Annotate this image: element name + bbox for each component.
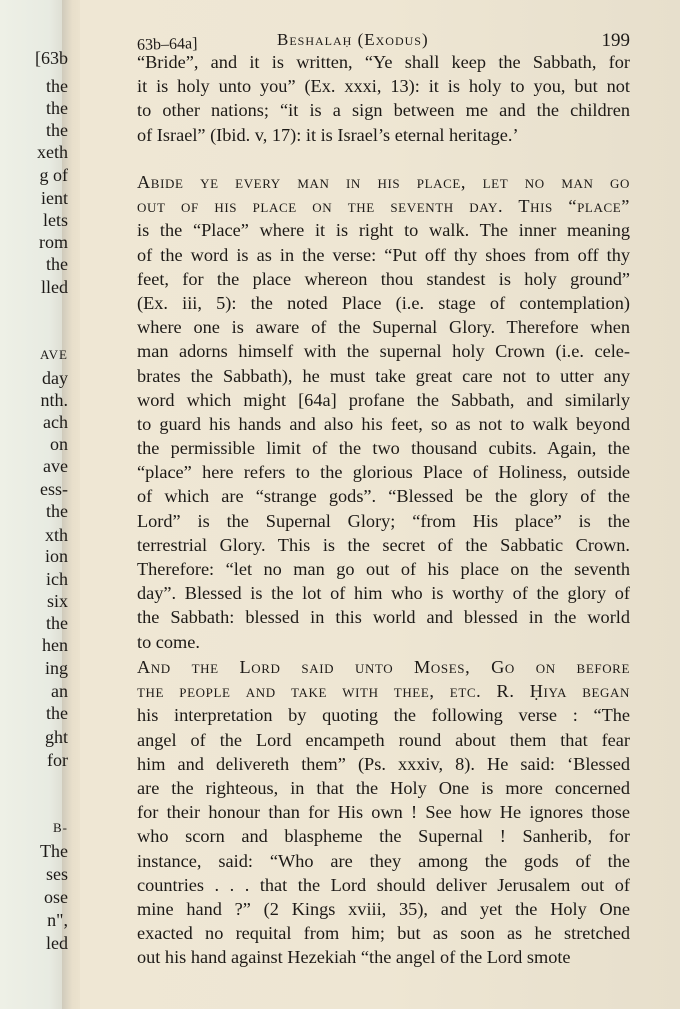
- left-page-fragment: ses: [46, 864, 68, 884]
- left-page-fragment: AVE: [39, 347, 68, 362]
- left-page-fragment: on: [50, 434, 68, 454]
- text-line: it is holy unto you” (Ex. xxxi, 13): it is holy to you, but not: [137, 76, 630, 97]
- text-line: angel of the Lord encampeth round about them that fear: [137, 729, 630, 750]
- left-page-fragment: xeth: [37, 142, 68, 162]
- left-page-fragment: an: [51, 681, 68, 701]
- left-page-fragment: ing: [44, 658, 68, 678]
- left-page-fragment: ient: [41, 188, 68, 208]
- left-page-fragment: for: [47, 750, 68, 770]
- left-page-fragment: ave: [43, 456, 68, 476]
- left-page-fragment: hen: [42, 635, 68, 655]
- left-page-fragment: [63b: [35, 48, 68, 68]
- text-line: word which might [64a] profane the Sabbath, and similarly: [137, 389, 630, 410]
- left-page-fragment: xth: [44, 525, 68, 545]
- paragraph-3: [137, 655, 630, 969]
- text-line: “Bride”, and it is written, “Ye shall keep the Sabbath, for: [137, 52, 630, 72]
- text-line: out his hand against Hezekiah “the angel of the Lord smote: [137, 947, 571, 968]
- text-line: feet, for the place whereon thou standest is holy ground”: [137, 268, 630, 289]
- paragraph-1: [137, 50, 630, 147]
- text-line: Lord” is the Supernal Glory; “from His place” is the: [137, 510, 630, 531]
- text-line: the people and take with thee, etc. R. Ḥiya began: [137, 681, 630, 702]
- left-page-fragment: n",: [47, 910, 68, 930]
- text-line: exacted no requital from him; but as soon as he stretched: [137, 923, 630, 944]
- left-page-fragment: ich: [46, 569, 68, 589]
- text-line: out of his place on the seventh day. This “place”: [137, 196, 630, 217]
- text-line: brates the Sabbath), he must take great care not to utter any: [137, 365, 630, 386]
- left-page-fragment: the: [46, 254, 68, 274]
- left-page-fragment: the: [46, 98, 68, 118]
- text-line: of Israel” (Ibid. v, 17): it is Israel’s eternal heritage.’: [137, 124, 519, 145]
- left-page-fragment: lled: [41, 277, 68, 297]
- text-line: the Sabbath: blessed in this world and blessed in the world: [137, 607, 630, 628]
- text-line: Therefore: “let no man go out of his place on the seventh: [137, 559, 630, 579]
- left-page-fragment: day: [42, 368, 68, 388]
- text-line: his interpretation by quoting the following verse : “The: [137, 705, 630, 726]
- text-line: to guard his hands and also his feet, so as not to walk beyond: [137, 413, 630, 434]
- text-line: where one is aware of the Supernal Glory. Therefore when: [137, 317, 630, 338]
- text-line: the permissible limit of the two thousand cubits. Again, the: [137, 438, 630, 459]
- text-line: instance, said: “Who are they among the gods of the: [137, 850, 630, 871]
- text-line: terrestrial Glory. This is the secret of the Sabbatic Crown.: [137, 534, 630, 555]
- section-reference: 63b–64a]: [136, 35, 198, 54]
- text-line: Abide ye every man in his place, let no man go: [137, 172, 630, 192]
- text-line: him and delivereth them” (Ps. xxxiv, 8). He said: ‘Blessed: [137, 753, 630, 774]
- left-page-fragment: the: [46, 76, 68, 96]
- text-line: to other nations; “it is a sign between me and the children: [137, 100, 630, 121]
- left-page-fragment: the: [46, 120, 68, 140]
- text-line: man adorns himself with the supernal holy Crown (i.e. cele-: [137, 341, 630, 362]
- text-line: day”. Blessed is the lot of him who is worthy of the glory of: [137, 583, 630, 604]
- left-page-fragment: rom: [39, 232, 68, 252]
- text-line: of which are “strange gods”. “Blessed be the glory of the: [137, 486, 630, 507]
- left-page-fragment: the: [46, 703, 68, 723]
- left-page-fragment: lets: [43, 210, 68, 230]
- text-line: for their honour than for His own ! See how He ignores those: [137, 802, 630, 823]
- text-line: (Ex. iii, 5): the noted Place (i.e. stage of contemplation): [137, 292, 630, 313]
- text-line: And the Lord said unto Moses, Go on before: [137, 657, 630, 677]
- left-page-fragment: ion: [44, 546, 68, 566]
- text-line: “place” here refers to the glorious Place of Holiness, outside: [137, 462, 630, 483]
- text-line: who scorn and blaspheme the Supernal ! Sanherib, for: [137, 826, 630, 847]
- left-page-fragment: led: [46, 933, 68, 953]
- text-line: mine hand ?” (2 Kings xviii, 35), and yet the Holy One: [137, 898, 630, 919]
- left-page-fragment: ose: [44, 887, 68, 907]
- paragraph-2: [137, 170, 630, 654]
- left-page-fragment: ess-: [40, 479, 68, 499]
- left-page-fragment: ach: [43, 412, 68, 432]
- text-line: is the “Place” where it is right to walk. The inner meaning: [137, 220, 630, 241]
- text-line: to come.: [137, 631, 200, 652]
- text-line: of the word is as in the verse: “Put off thy shoes from off thy: [137, 244, 630, 265]
- text-line: countries . . . that the Lord should deliver Jerusalem out of: [137, 874, 630, 895]
- left-page-fragment: the: [46, 613, 68, 633]
- left-page-fragment: B-: [53, 820, 68, 835]
- left-page-fragment: ght: [44, 727, 68, 747]
- left-page-fragment: nth.: [40, 390, 68, 410]
- left-page-fragment: the: [46, 501, 68, 521]
- text-line: are the righteous, in that the Holy One is more concerned: [137, 777, 630, 798]
- left-page-fragment: six: [46, 591, 68, 611]
- left-page-fragment: g of: [39, 165, 68, 185]
- page-number: 199: [601, 30, 630, 51]
- left-page-fragment: The: [40, 841, 68, 861]
- running-title: Beshalaḥ (Exodus): [277, 30, 429, 49]
